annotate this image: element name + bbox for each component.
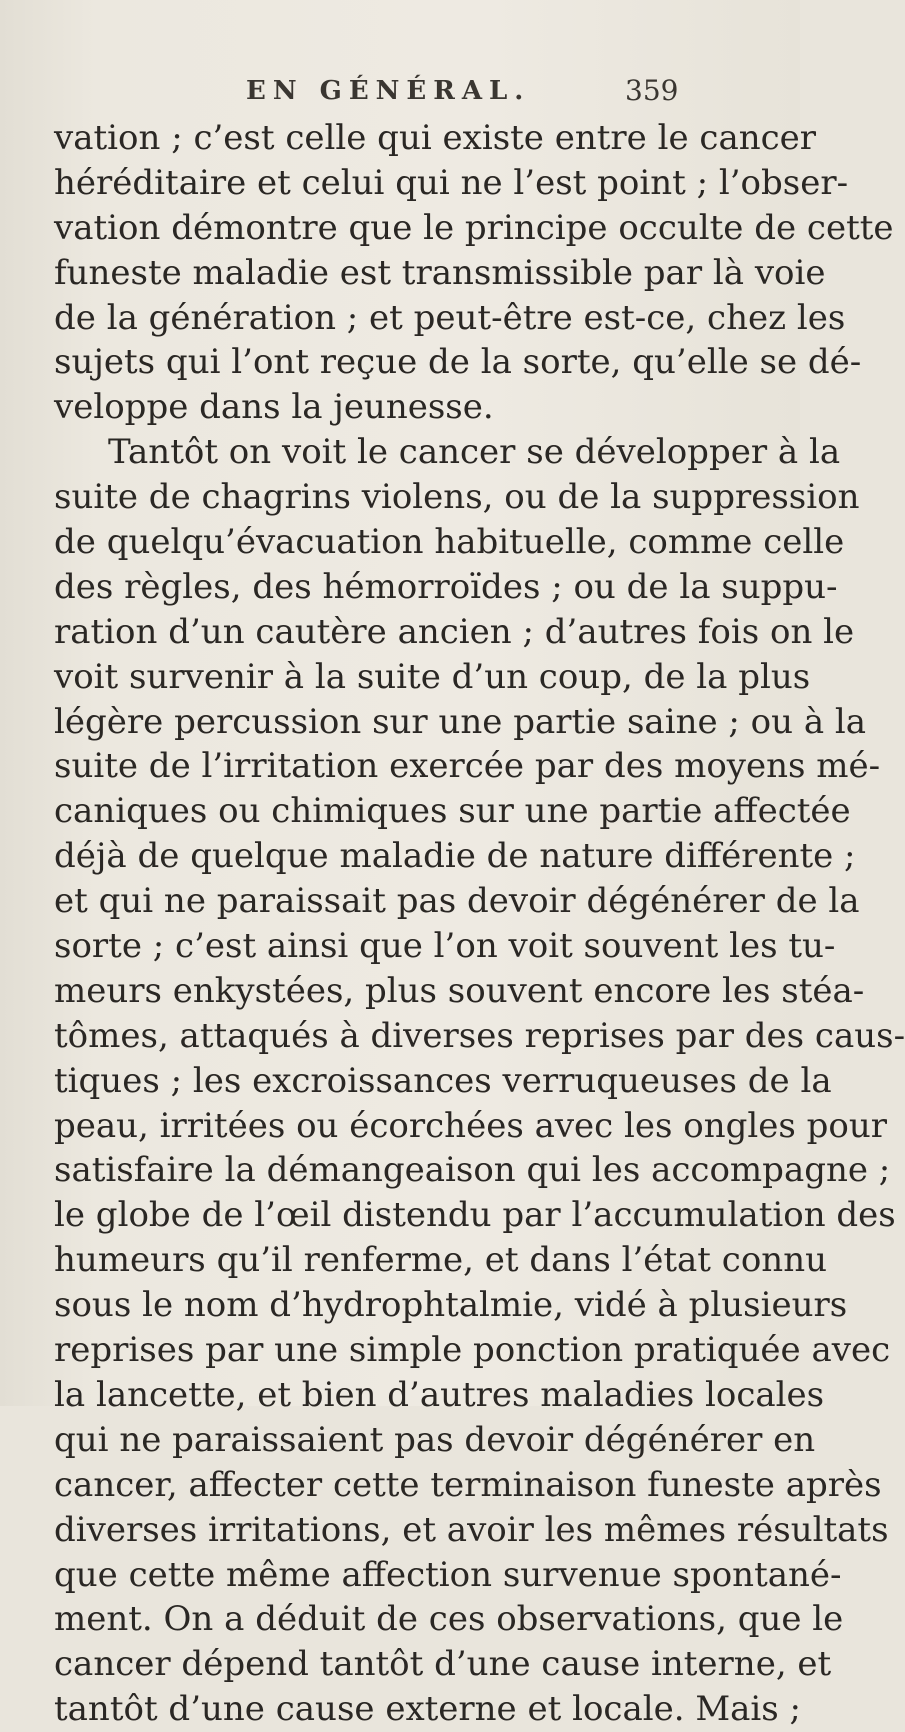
- text-line: la lancette, et bien d’autres maladies locales: [54, 1374, 825, 1415]
- text-line: légère percussion sur une partie saine ; ou à la: [54, 701, 867, 742]
- text-line: cancer, affecter cette terminaison funeste après: [54, 1464, 882, 1505]
- text-line: ration d’un cautère ancien ; d’autres fois on le: [54, 611, 855, 652]
- text-line: funeste maladie est transmissible par là voie: [54, 252, 826, 293]
- text-line: ment. On a déduit de ces observations, que le: [54, 1599, 844, 1640]
- text-line: vation démontre que le principe occulte de cette: [54, 207, 894, 248]
- text-line: satisfaire la démangeaison qui les accompagne ;: [54, 1150, 891, 1191]
- text-line: le globe de l’œil distendu par l’accumulation des: [54, 1195, 896, 1236]
- text-line: de quelqu’évacuation habituelle, comme celle: [54, 522, 845, 563]
- text-line: veloppe dans la jeunesse.: [54, 387, 494, 428]
- text-line: sorte ; c’est ainsi que l’on voit souvent les tu-: [54, 926, 836, 967]
- text-line: reprises par une simple ponction pratiquée avec: [54, 1330, 891, 1371]
- text-line: qui ne paraissaient pas devoir dégénérer en: [54, 1419, 816, 1460]
- text-line: Tantôt on voit le cancer se développer à la: [108, 432, 841, 473]
- text-line: que cette même affection survenue spontané-: [54, 1554, 842, 1595]
- text-line: de la génération ; et peut-être est-ce, chez les: [54, 297, 846, 338]
- body-text: [54, 116, 905, 1732]
- text-line: diverses irritations, et avoir les mêmes résultats: [54, 1509, 889, 1550]
- text-line: vation ; c’est celle qui existe entre le cancer: [54, 118, 817, 158]
- text-line: des règles, des hémorroïdes ; ou de la suppu-: [54, 566, 838, 607]
- text-line: sous le nom d’hydrophtalmie, vidé à plusieurs: [54, 1285, 848, 1326]
- page-header: [0, 70, 800, 110]
- running-head: EN GÉNÉRAL.: [246, 76, 531, 106]
- text-line: meurs enkystées, plus souvent encore les stéa-: [54, 970, 865, 1011]
- text-line: humeurs qu’il renferme, et dans l’état connu: [54, 1240, 827, 1281]
- text-line: cancer dépend tantôt d’une cause interne, et: [54, 1644, 832, 1685]
- text-line: peau, irritées ou écorchées avec les ongles pour: [54, 1105, 888, 1146]
- text-line: suite de l’irritation exercée par des moyens mé-: [54, 746, 881, 787]
- text-line: tantôt d’une cause externe et locale. Mais ;: [54, 1689, 802, 1730]
- text-line: et qui ne paraissait pas devoir dégénérer de la: [54, 881, 860, 922]
- text-line: suite de chagrins violens, ou de la suppression: [54, 477, 860, 518]
- text-line: déjà de quelque maladie de nature différente ;: [54, 836, 856, 877]
- page-number: 359: [625, 74, 679, 107]
- text-line: tiques ; les excroissances verruqueuses de la: [54, 1060, 832, 1101]
- text-line: caniques ou chimiques sur une partie affectée: [54, 791, 851, 832]
- text-line: tômes, attaqués à diverses reprises par des caus-: [54, 1015, 905, 1056]
- text-line: sujets qui l’ont reçue de la sorte, qu’elle se dé-: [54, 342, 862, 383]
- text-line: héréditaire et celui qui ne l’est point ; l’obser-: [54, 162, 849, 203]
- text-line: voit survenir à la suite d’un coup, de la plus: [54, 656, 811, 697]
